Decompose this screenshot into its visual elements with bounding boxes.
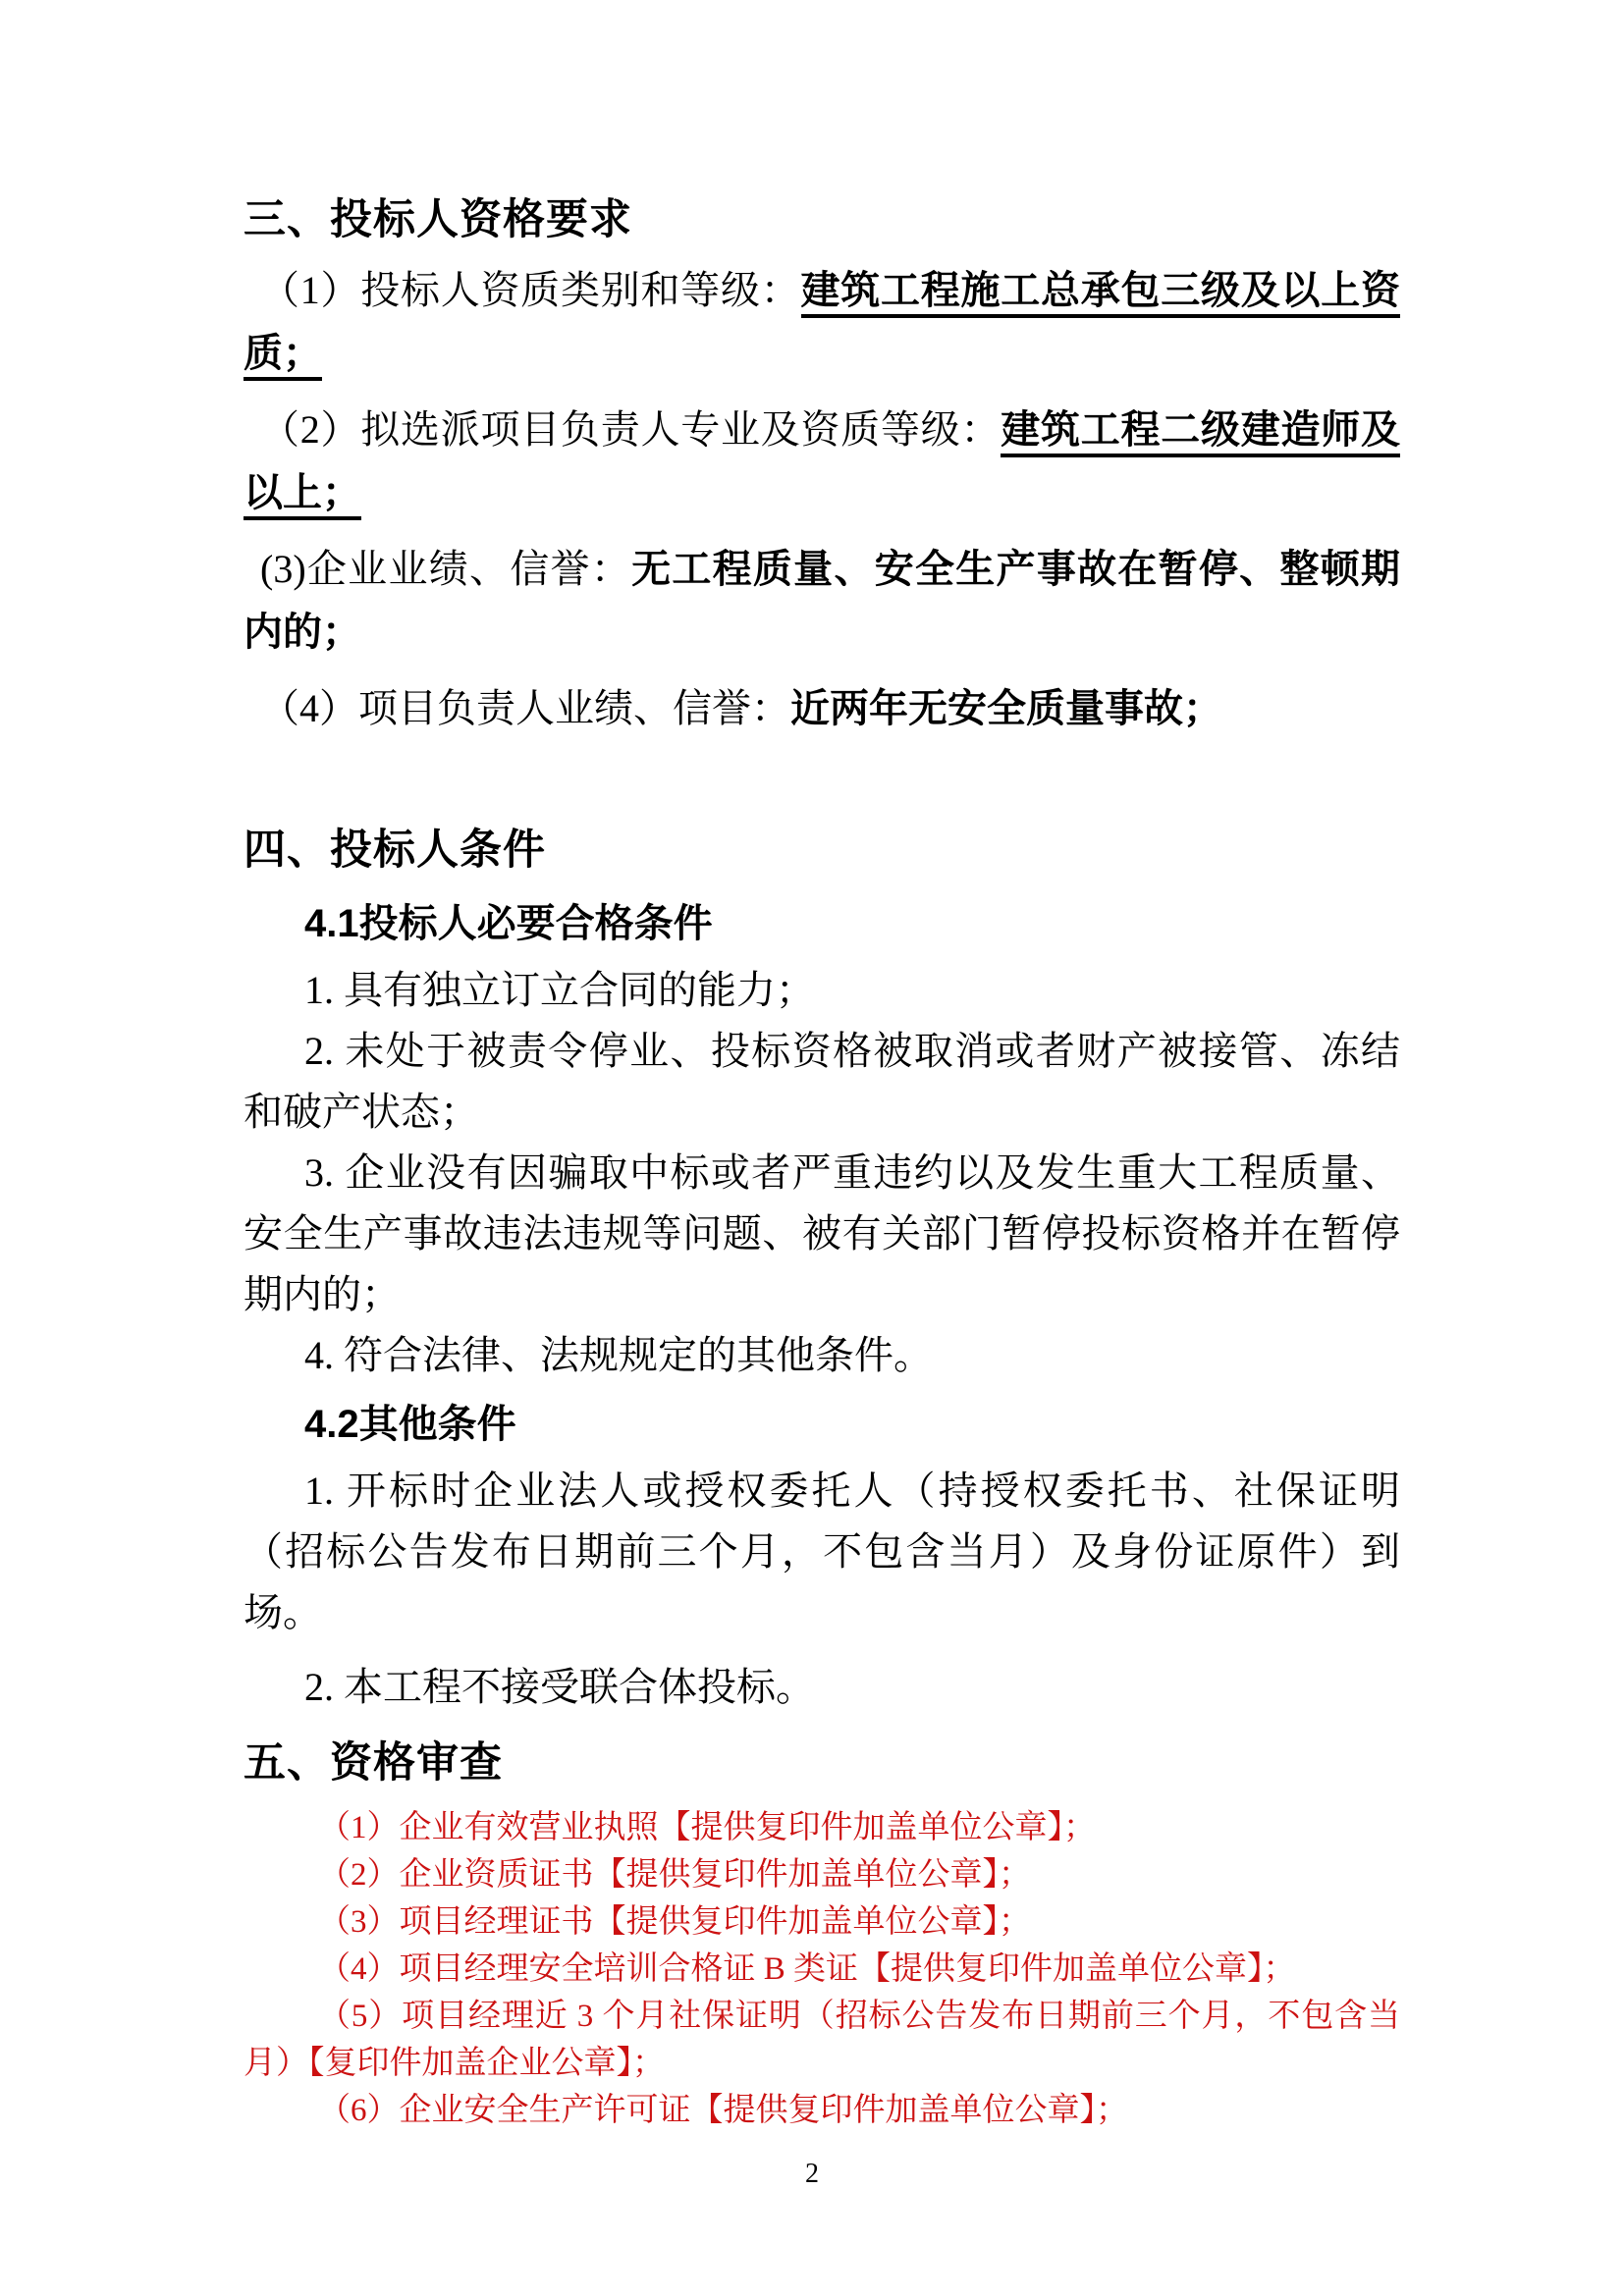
qualification-item-2-value: 建筑工程二级建造师及以上； <box>244 408 1400 520</box>
qualification-item-4-label: （4）项目负责人业绩、信誉： <box>260 686 790 730</box>
bidder-condition-item-1: 1. 具有独立订立合同的能力； <box>304 968 815 1012</box>
qualification-review-item-5: （5）项目经理近 3 个月社保证明（招标公告发布日期前三个月，不包含当月）【复印件加盖企业公章】； <box>244 1999 1400 2081</box>
qualification-item-3-label: (3)企业业绩、信誉： <box>260 547 632 591</box>
other-condition-item-2: 2. 本工程不接受联合体投标。 <box>304 1665 815 1709</box>
qualification-item-2-label: （2）拟选派项目负责人专业及资质等级： <box>260 407 1001 452</box>
bidder-qualification-item-1 <box>244 259 1400 385</box>
section-4-2-heading: 4.2其他条件 <box>304 1403 516 1446</box>
section-4-1-heading: 4.1投标人必要合格条件 <box>304 902 713 945</box>
qualification-item-1-label: （1）投标人资质类别和等级： <box>260 268 801 312</box>
bidder-condition-item-4: 4. 符合法律、法规规定的其他条件。 <box>304 1333 933 1377</box>
qualification-item-1-value: 建筑工程施工总承包三级及以上资质； <box>244 269 1400 381</box>
qualification-item-4-value: 近两年无安全质量事故； <box>790 687 1222 730</box>
other-condition-item-1: 1. 开标时企业法人或授权委托人（持授权委托书、社保证明（招标公告发布日期前三个月，不包含当月）及身份证原件）到场。 <box>244 1468 1400 1634</box>
qualification-review-item-2: （2）企业资质证书【提供复印件加盖单位公章】； <box>318 1857 1031 1893</box>
bidder-condition-item-3: 3. 企业没有因骗取中标或者严重违约以及发生重大工程质量、安全生产事故违法违规等问题、被有关部门暂停投标资格并在暂停期内的； <box>244 1150 1400 1316</box>
qualification-review-item-4: （4）项目经理安全培训合格证 B 类证【提供复印件加盖单位公章】； <box>318 1951 1296 1987</box>
qualification-review-item-3: （3）项目经理证书【提供复印件加盖单位公章】； <box>318 1904 1031 1940</box>
qualification-item-3-value: 无工程质量、安全生产事故在暂停、整顿期内的； <box>244 548 1400 654</box>
section-5-heading: 五、资格审查 <box>244 1739 503 1787</box>
bidder-qualification-item-4 <box>244 677 1400 740</box>
section-3-heading: 三、投标人资格要求 <box>244 196 632 243</box>
bidder-condition-item-2: 2. 未处于被责令停业、投标资格被取消或者财产被接管、冻结和破产状态； <box>244 1029 1400 1134</box>
qualification-review-item-1: （1）企业有效营业执照【提供复印件加盖单位公章】； <box>318 1810 1096 1845</box>
section-4-heading: 四、投标人条件 <box>244 827 546 874</box>
bidder-qualification-item-3 <box>244 538 1400 664</box>
qualification-review-item-6: （6）企业安全生产许可证【提供复印件加盖单位公章】； <box>318 2093 1128 2128</box>
bidder-qualification-item-2 <box>244 399 1400 524</box>
page-number: 2 <box>805 2159 819 2189</box>
